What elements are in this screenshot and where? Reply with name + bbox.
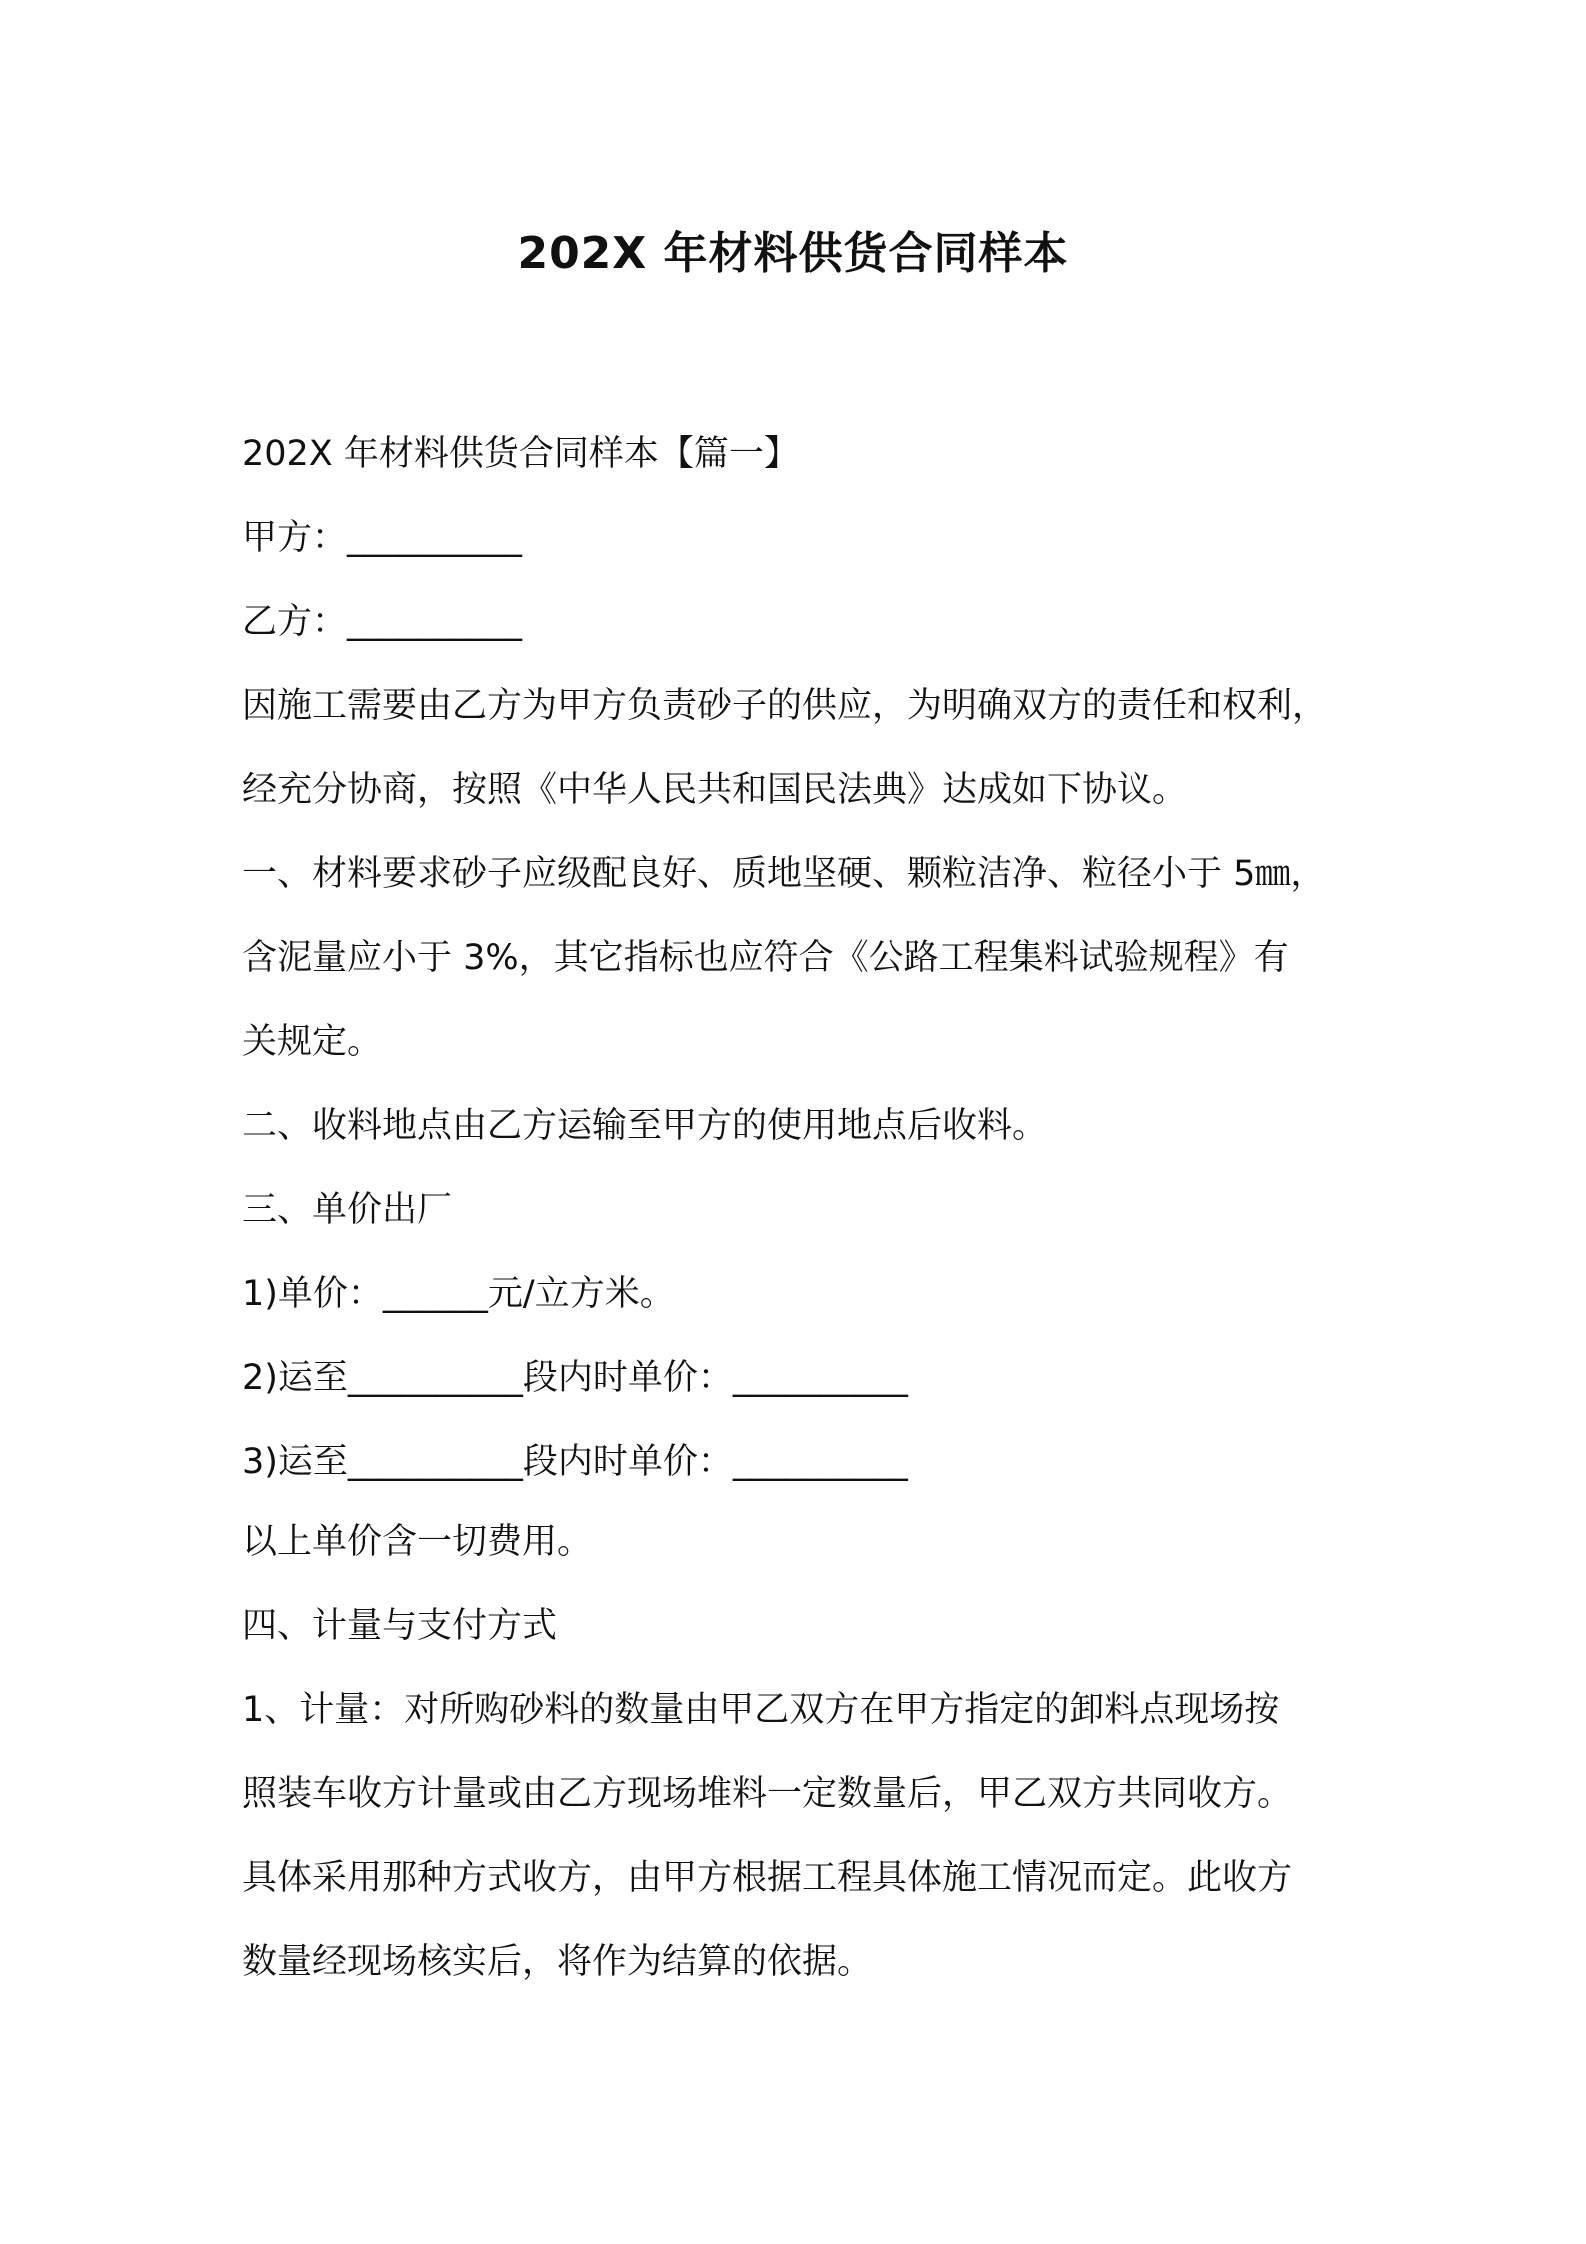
paragraph-line: 含泥量应小于 3%，其它指标也应符合《公路工程集料试验规程》有 — [242, 938, 1289, 978]
party-a-line: 甲方：__________ — [242, 518, 523, 558]
paragraph-line: 经充分协商，按照《中华人民共和国民法典》达成如下协议。 — [242, 770, 1188, 810]
paragraph-line: 以上单价含一切费用。 — [242, 1522, 593, 1562]
paragraph-line: 二、收料地点由乙方运输至甲方的使用地点后收料。 — [242, 1106, 1048, 1146]
party-b-line: 乙方：__________ — [242, 602, 523, 642]
paragraph-line: 具体采用那种方式收方，由甲方根据工程具体施工情况而定。此收方 — [242, 1858, 1293, 1898]
paragraph-line: 照装车收方计量或由乙方现场堆料一定数量后，甲乙双方共同收方。 — [242, 1774, 1293, 1814]
section-heading: 202X 年材料供货合同样本【篇一】 — [242, 434, 799, 474]
document-body — [242, 412, 1372, 2004]
document-title: 202X 年材料供货合同样本 — [517, 228, 1069, 279]
clause-heading: 三、单价出厂 — [242, 1190, 453, 1230]
paragraph-line: 关规定。 — [242, 1022, 383, 1062]
paragraph-line: 一、材料要求砂子应级配良好、质地坚硬、颗粒洁净、粒径小于 5㎜， — [242, 854, 1326, 894]
paragraph-line: 因施工需要由乙方为甲方负责砂子的供应，为明确双方的责任和权利， — [242, 686, 1328, 726]
paragraph-line: 数量经现场核实后，将作为结算的依据。 — [242, 1942, 873, 1982]
price-line: 1)单价：______元/立方米。 — [242, 1274, 675, 1314]
paragraph-line: 1、计量：对所购砂料的数量由甲乙双方在甲方指定的卸料点现场按 — [242, 1690, 1280, 1730]
price-line: 2)运至__________段内时单价：__________ — [242, 1358, 908, 1398]
clause-heading: 四、计量与支付方式 — [242, 1606, 558, 1646]
price-line: 3)运至__________段内时单价：__________ — [242, 1442, 908, 1482]
